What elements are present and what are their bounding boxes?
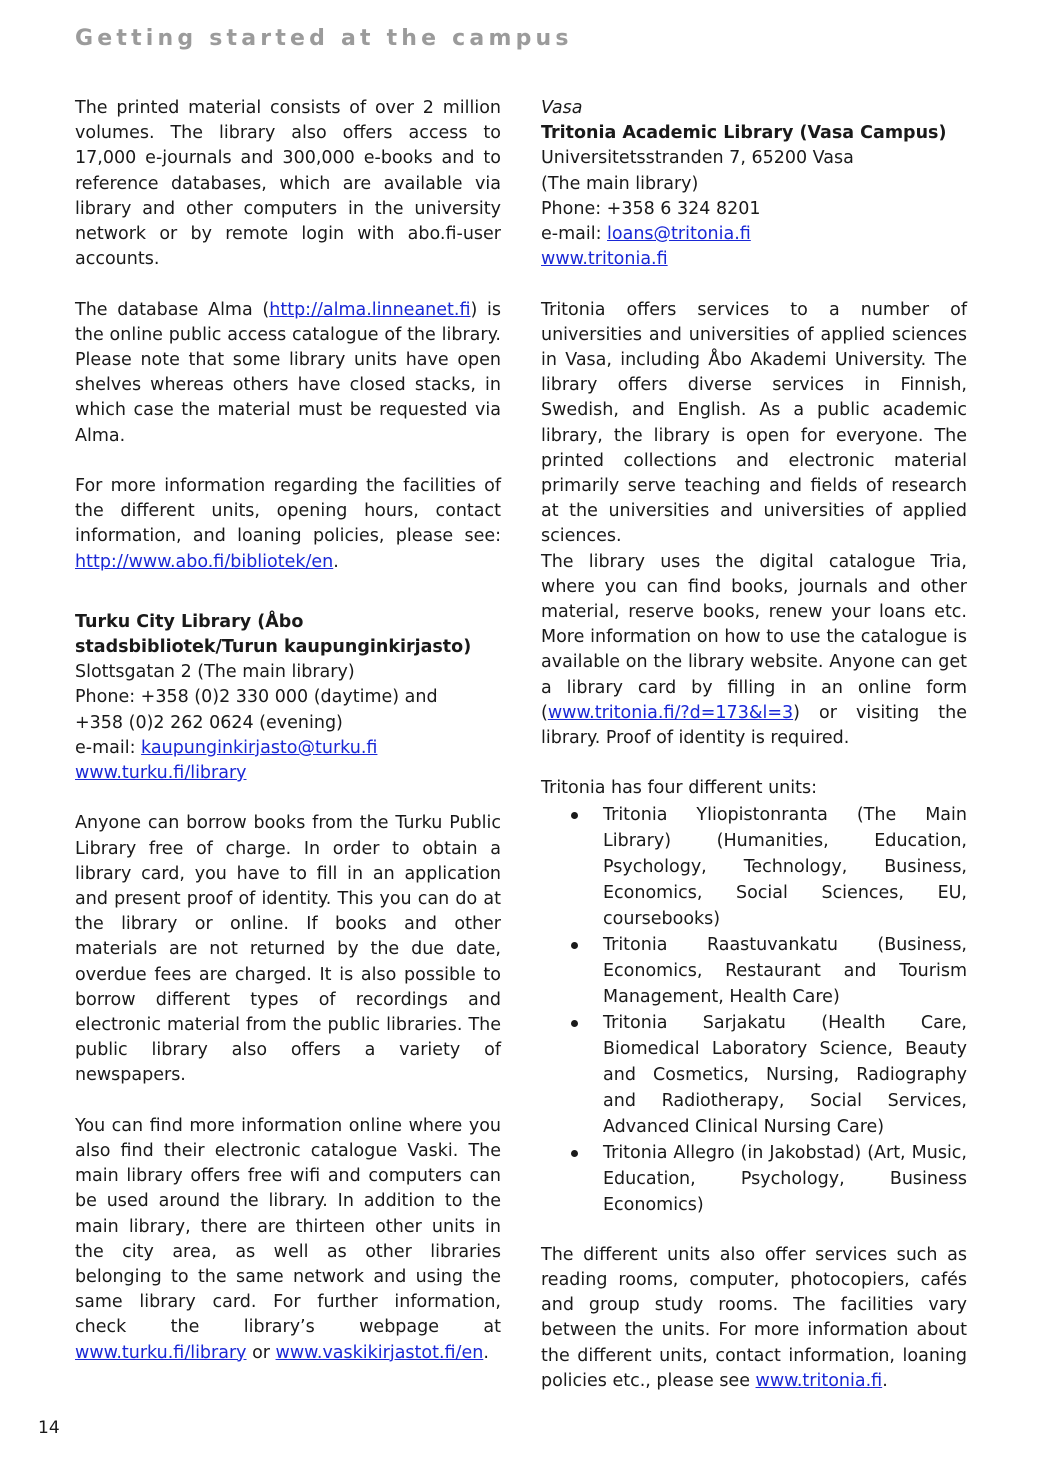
vaski-link[interactable]: www.vaskikirjastot.fi/en	[275, 1342, 484, 1363]
turku-email-line: e-mail: kaupunginkirjasto@turku.fi	[75, 737, 378, 758]
tritonia-services-paragraph: Tritonia offers services to a number of universities and universities of applied sciences in Vasa, including Åbo Akademi University. The library offers diverse services in Finnish, Swedish, and English. As a public academic library, the library is open for everyone. The printed collections and electronic material primarily serve teaching and fields of research at the universities and universities of applied sciences.	[541, 299, 967, 547]
alma-link[interactable]: http://alma.linneanet.fi	[269, 299, 471, 320]
list-item: Tritonia Raastuvankatu (Business, Economics, Restaurant and Tourism Management, Health Care)	[603, 932, 967, 1010]
page-number: 14	[38, 1418, 60, 1438]
list-item: Tritonia Sarjakatu (Health Care, Biomedical Laboratory Science, Beauty and Cosmetics, Nursing, Radiography and Radiotherapy, Social Services, Advanced Clinical Nursing Care)	[603, 1010, 967, 1140]
page-header: Getting started at the campus	[75, 26, 573, 51]
tritonia-form-link[interactable]: www.tritonia.fi/?d=173&l=3	[547, 702, 794, 723]
list-item: Tritonia Yliopistonranta (The Main Library) (Humanities, Education, Psychology, Technology, Business, Economics, Social Sciences, EU, coursebooks)	[603, 802, 967, 932]
more-info-paragraph: For more information regarding the facilities of the different units, opening hours, contact information, and loaning policies, please see: http://www.abo.fi/bibliotek/en.	[75, 476, 501, 572]
intro-paragraph: The printed material consists of over 2 million volumes. The library also offers access to 17,000 e-journals and 300,000 e-books and to reference databases, which are available via library and other computers in the university network or by remote login with abo.fi-user accounts.	[75, 98, 501, 270]
tritonia-phone: Phone: +358 6 324 8201	[541, 198, 761, 219]
tritonia-units-link[interactable]: www.tritonia.fi	[755, 1370, 883, 1391]
units-intro: Tritonia has four different units:	[541, 778, 818, 799]
tritonia-main-library: (The main library)	[541, 173, 699, 194]
units-list	[541, 802, 967, 1218]
tritonia-web-link[interactable]: www.tritonia.fi	[541, 249, 668, 270]
turku-library-heading: Turku City Library (Åbo stadsbibliotek/Turun kaupunginkirjasto)	[75, 611, 472, 658]
city-label: Vasa	[541, 98, 583, 118]
turku-web-link[interactable]: www.turku.fi/library	[75, 763, 247, 784]
left-column	[75, 96, 501, 1366]
turku-address: Slottsgatan 2 (The main library)	[75, 662, 355, 683]
tritonia-email-link[interactable]: loans@tritonia.fi	[607, 224, 751, 245]
alma-paragraph: The database Alma (http://alma.linneanet.fi) is the online public access catalogue of the library. Please note that some library units have open shelves whereas others have closed stacks, in which case the material must be requested via Alma.	[75, 299, 501, 446]
borrowing-paragraph: Anyone can borrow books from the Turku Public Library free of charge. In order to obtain a library card, you have to fill in an application and present proof of identity. This you can do at the library or online. If books and other materials are not returned by the due date, overdue fees are charged. It is also possible to borrow different types of recordings and electronic material from the public libraries. The public library also offers a variety of newspapers.	[75, 813, 501, 1086]
tritonia-catalogue-paragraph: The library uses the digital catalogue Tria, where you can find books, journals and other material, reserve books, renew your loans etc. More information on how to use the catalogue is available on the library website. Anyone can get a library card by filling in an online form (www.tritonia.fi/?d=173&l=3) or visiting the library. Proof of identity is required.	[541, 551, 967, 749]
tritonia-email-line: e-mail: loans@tritonia.fi	[541, 224, 751, 245]
turku-library-link[interactable]: www.turku.fi/library	[75, 1342, 247, 1363]
list-item: Tritonia Allegro (in Jakobstad) (Art, Music, Education, Psychology, Business Economics)	[603, 1140, 967, 1218]
right-column	[541, 96, 967, 1394]
turku-email-link[interactable]: kaupunginkirjasto@turku.fi	[141, 737, 378, 758]
tritonia-web-line	[541, 247, 967, 272]
tritonia-heading: Tritonia Academic Library (Vasa Campus)	[541, 123, 947, 144]
turku-web-line	[75, 761, 501, 786]
abo-library-link[interactable]: http://www.abo.fi/bibliotek/en	[75, 551, 334, 572]
turku-phone-daytime: Phone: +358 (0)2 330 000 (daytime) and	[75, 687, 438, 708]
turku-phone-evening: +358 (0)2 262 0624 (evening)	[75, 712, 343, 733]
units-services-paragraph: The different units also offer services such as reading rooms, computer, photocopiers, cafés and group study rooms. The facilities vary between the units. For more information about the different units, contact information, loaning policies etc., please see www.tritonia.fi.	[541, 1244, 967, 1391]
tritonia-address: Universitetsstranden 7, 65200 Vasa	[541, 148, 854, 169]
online-info-paragraph: You can find more information online where you also find their electronic catalogue Vaski. The main library offers free wifi and computers can be used around the library. In addition to the main library, there are thirteen other units in the city area, as well as other libraries belonging to the same network and using the same library card. For further information, check the library’s webpage at www.turku.fi/library or www.vaskikirjastot.fi/en.	[75, 1115, 501, 1363]
